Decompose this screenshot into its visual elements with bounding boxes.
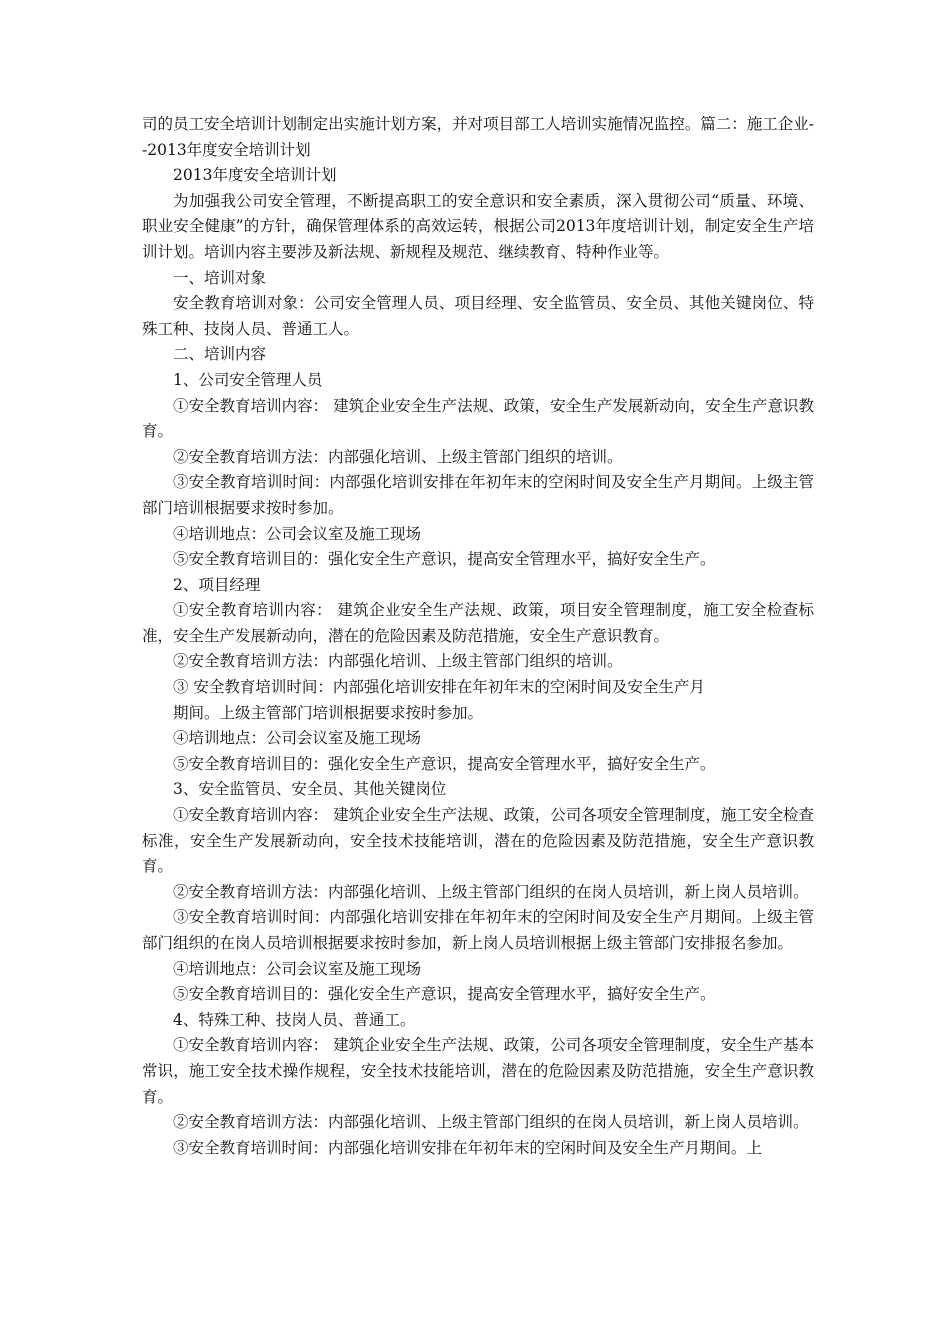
- list-item: ③ 安全教育培训时间：内部强化培训安排在年初年末的空闲时间及安全生产月: [173, 678, 705, 697]
- list-item: ④培训地点：公司会议室及施工现场: [173, 729, 422, 748]
- subsection-heading: 4、特殊工种、技岗人员、普通工。: [173, 1010, 416, 1029]
- list-item: ②安全教育培训方法：内部强化培训、上级主管部门组织的在岗人员培训，新上岗人员培训。: [173, 1113, 809, 1132]
- paragraph: 安全教育培训对象：公司安全管理人员、项目经理、安全监管员、安全员、其他关键岗位、特殊工种、技岗人员、普通工人。: [142, 294, 814, 338]
- list-item-continuation: 期间。上级主管部门培训根据要求按时参加。: [173, 703, 484, 722]
- list-item: ③安全教育培训时间：内部强化培训安排在年初年末的空闲时间及安全生产月期间。上: [173, 1138, 763, 1157]
- list-item: ①安全教育培训内容： 建筑企业安全生产法规、政策，安全生产发展新动向，安全生产意识教育。: [142, 396, 814, 441]
- list-item: ③安全教育培训时间：内部强化培训安排在年初年末的空闲时间及安全生产月期间。上级主管部门组织的在岗人员培训根据要求按时参加，新上岗人员培训根据上级主管部门安排报名参加。: [142, 908, 814, 952]
- list-item: ⑤安全教育培训目的：强化安全生产意识，提高安全管理水平，搞好安全生产。: [173, 550, 716, 569]
- list-item: ②安全教育培训方法：内部强化培训、上级主管部门组织的在岗人员培训，新上岗人员培训。: [173, 882, 809, 901]
- paragraph: 为加强我公司安全管理，不断提高职工的安全意识和安全素质，深入贯彻公司“质量、环境、职业安全健康”的方针，确保管理体系的高效运转，根据公司2013年度培训计划，制定安全生产培训计划。培训内容主要涉及新法规、新规程及规范、继续教育、特种作业等。: [142, 191, 814, 261]
- paragraph: 司的员工安全培训计划制定出实施计划方案，并对项目部工人培训实施情况监控。篇二：施工企业--2013年度安全培训计划: [142, 115, 814, 159]
- list-item: ①安全教育培训内容： 建筑企业安全生产法规、政策，公司各项安全管理制度，施工安全检查标准，安全生产发展新动向，安全技术技能培训，潜在的危险因素及防范措施，安全生产意识教育。: [142, 806, 814, 876]
- section-title: 2013年度安全培训计划: [173, 166, 337, 185]
- list-item: ①安全教育培训内容： 建筑企业安全生产法规、政策，项目安全管理制度，施工安全检查标准，安全生产发展新动向，潜在的危险因素及防范措施，安全生产意识教育。: [142, 601, 814, 645]
- document-body: [142, 112, 814, 1161]
- list-item: ③安全教育培训时间：内部强化培训安排在年初年末的空闲时间及安全生产月期间。上级主管部门培训根据要求按时参加。: [142, 473, 814, 517]
- subsection-heading: 1、公司安全管理人员: [173, 370, 323, 389]
- subsection-heading: 2、项目经理: [173, 575, 261, 594]
- list-item: ⑤安全教育培训目的：强化安全生产意识，提高安全管理水平，搞好安全生产。: [173, 985, 716, 1004]
- list-item: ④培训地点：公司会议室及施工现场: [173, 524, 422, 543]
- section-heading: 二、培训内容: [173, 345, 267, 364]
- list-item: ②安全教育培训方法：内部强化培训、上级主管部门组织的培训。: [173, 652, 623, 671]
- list-item: ①安全教育培训内容： 建筑企业安全生产法规、政策，公司各项安全管理制度，安全生产基本常识，施工安全技术操作规程，安全技术技能培训，潜在的危险因素及防范措施，安全生产意识教育。: [142, 1036, 814, 1106]
- list-item: ④培训地点：公司会议室及施工现场: [173, 959, 422, 978]
- section-heading: 一、培训对象: [173, 268, 267, 287]
- subsection-heading: 3、安全监管员、安全员、其他关键岗位: [173, 780, 447, 799]
- list-item: ⑤安全教育培训目的：强化安全生产意识，提高安全管理水平，搞好安全生产。: [173, 754, 716, 773]
- list-item: ②安全教育培训方法：内部强化培训、上级主管部门组织的培训。: [173, 447, 623, 466]
